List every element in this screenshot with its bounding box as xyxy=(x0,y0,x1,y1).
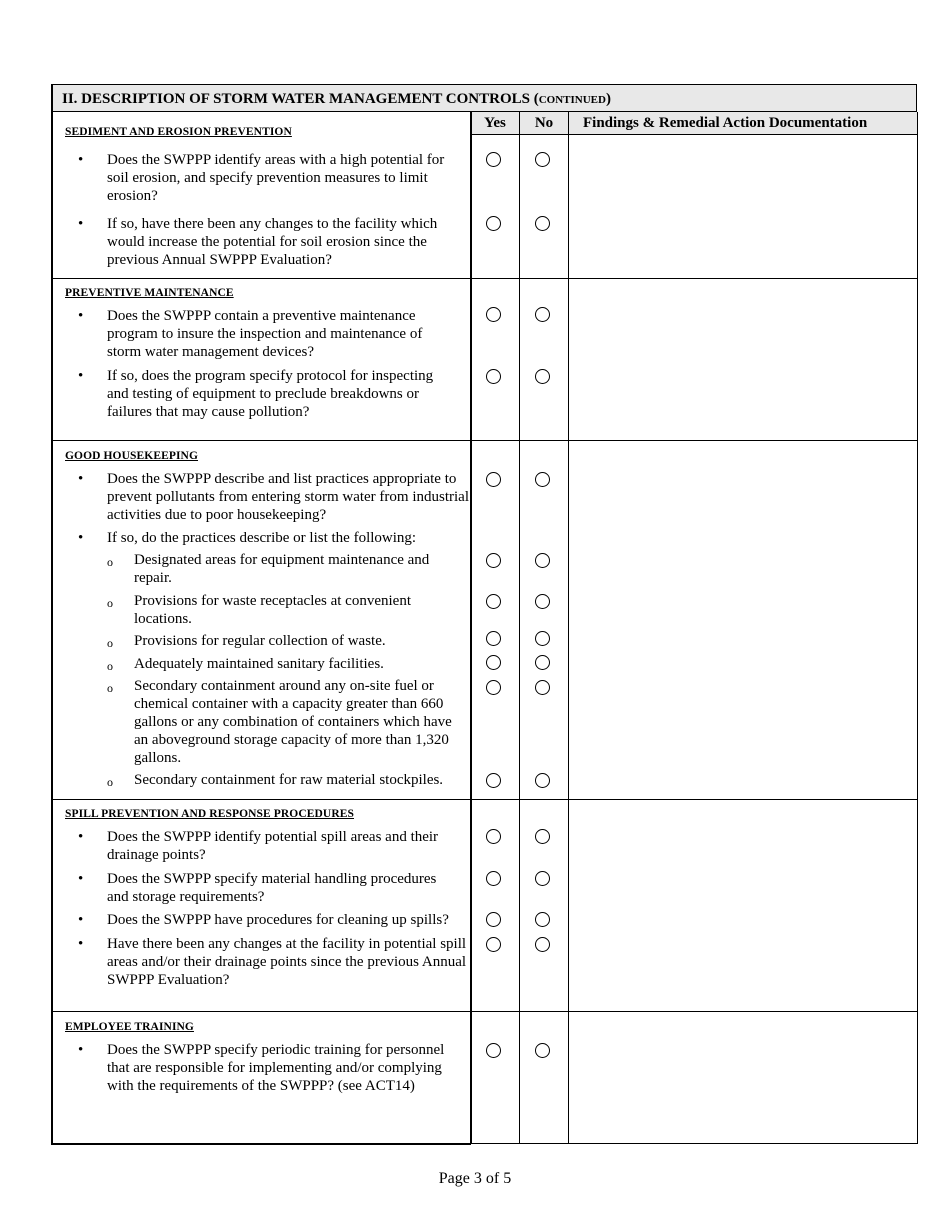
question-text: If so, does the program specify protocol for inspecting and testing of equipment to preclude breakdowns or failures that may cause pollution? xyxy=(107,368,434,420)
question-text: Does the SWPPP identify potential spill areas and their drainage points? xyxy=(107,829,439,863)
sub-bullet: o xyxy=(107,775,113,789)
question-text: Does the SWPPP specify periodic training for personnel that are responsible for implementing and/or complying with the requirements of the SWPPP? (see ACT14) xyxy=(107,1042,445,1094)
question-text: Does the SWPPP describe and list practices appropriate to prevent pollutants from entering storm water from industrial activities due to poor housekeeping? xyxy=(107,471,469,523)
question-text: Does the SWPPP identify areas with a high potential for soil erosion, and specify prevention measures to limit erosion? xyxy=(107,152,445,204)
yes-radio[interactable] xyxy=(486,655,501,670)
colhead-bottom-line xyxy=(471,134,918,135)
bullet: • xyxy=(78,530,84,546)
right-border xyxy=(917,112,918,1144)
no-radio[interactable] xyxy=(535,912,550,927)
bullet: • xyxy=(78,308,84,324)
section-title: GOOD HOUSEKEEPING xyxy=(65,450,199,462)
bullet: • xyxy=(78,829,84,845)
yes-radio[interactable] xyxy=(486,912,501,927)
question-text: Does the SWPPP specify material handling procedures and storage requirements? xyxy=(107,871,437,905)
yes-radio[interactable] xyxy=(486,369,501,384)
yes-radio[interactable] xyxy=(486,594,501,609)
col-yes-header: Yes xyxy=(471,112,519,135)
bullet: • xyxy=(78,871,84,887)
bullet: • xyxy=(78,368,84,384)
question-text: Secondary containment for raw material stockpiles. xyxy=(134,772,444,788)
question-text: Secondary containment around any on-site fuel or chemical container with a capacity greater than 660 gallons or any combination of containers which have an aboveground storage capacity of more than 1,320 gallons. xyxy=(134,678,452,766)
yes-radio[interactable] xyxy=(486,773,501,788)
question-text: Provisions for regular collection of waste. xyxy=(134,633,386,649)
col-findings-header: Findings & Remedial Action Documentation xyxy=(569,112,917,135)
bullet: • xyxy=(78,936,84,952)
sub-bullet: o xyxy=(107,659,113,673)
bullet: • xyxy=(78,912,84,928)
sub-bullet: o xyxy=(107,636,113,650)
no-radio[interactable] xyxy=(535,307,550,322)
section-title: SEDIMENT AND EROSION PREVENTION xyxy=(65,126,292,138)
yes-radio[interactable] xyxy=(486,216,501,231)
no-radio[interactable] xyxy=(535,216,550,231)
row-divider xyxy=(51,1011,918,1012)
yes-radio[interactable] xyxy=(486,871,501,886)
section-header: II. DESCRIPTION OF STORM WATER MANAGEMENT CONTROLS (CONTINUED) xyxy=(51,84,917,112)
question-text: Provisions for waste receptacles at convenient locations. xyxy=(134,593,411,627)
yes-radio[interactable] xyxy=(486,829,501,844)
yes-radio[interactable] xyxy=(486,307,501,322)
no-radio[interactable] xyxy=(535,937,550,952)
question-text: Does the SWPPP contain a preventive maintenance program to insure the inspection and maintenance of storm water management devices? xyxy=(107,308,423,360)
yes-radio[interactable] xyxy=(486,152,501,167)
page-number: Page 3 of 5 xyxy=(438,1170,512,1187)
sub-bullet: o xyxy=(107,681,113,695)
bottom-border-left xyxy=(51,1143,471,1145)
left-border xyxy=(51,84,53,1145)
bullet: • xyxy=(78,152,84,168)
bullet: • xyxy=(78,216,84,232)
no-radio[interactable] xyxy=(535,553,550,568)
yes-radio[interactable] xyxy=(486,937,501,952)
col-no-header: No xyxy=(520,112,568,135)
divider-question-yes xyxy=(470,112,472,1144)
no-radio[interactable] xyxy=(535,369,550,384)
yes-radio[interactable] xyxy=(486,1043,501,1058)
bullet: • xyxy=(78,1042,84,1058)
no-radio[interactable] xyxy=(535,472,550,487)
section-title: SPILL PREVENTION AND RESPONSE PROCEDURES xyxy=(65,808,355,820)
bottom-border-right xyxy=(471,1143,918,1144)
no-radio[interactable] xyxy=(535,655,550,670)
question-text: Adequately maintained sanitary facilities. xyxy=(134,656,384,672)
no-radio[interactable] xyxy=(535,631,550,646)
question-text: Designated areas for equipment maintenance and repair. xyxy=(134,552,430,586)
section-title: PREVENTIVE MAINTENANCE xyxy=(65,287,234,299)
no-radio[interactable] xyxy=(535,871,550,886)
sub-bullet: o xyxy=(107,555,113,569)
question-text: Does the SWPPP have procedures for cleaning up spills? xyxy=(107,912,449,928)
yes-radio[interactable] xyxy=(486,553,501,568)
divider-no-findings xyxy=(568,112,569,1144)
section-title: EMPLOYEE TRAINING xyxy=(65,1021,194,1033)
yes-radio[interactable] xyxy=(486,631,501,646)
bullet: • xyxy=(78,471,84,487)
question-text: If so, do the practices describe or list the following: xyxy=(107,530,417,546)
row-divider xyxy=(51,278,918,279)
no-radio[interactable] xyxy=(535,773,550,788)
evaluation-form xyxy=(51,84,918,1145)
no-radio[interactable] xyxy=(535,680,550,695)
divider-yes-no xyxy=(519,112,520,1144)
no-radio[interactable] xyxy=(535,594,550,609)
no-radio[interactable] xyxy=(535,1043,550,1058)
sub-bullet: o xyxy=(107,596,113,610)
yes-radio[interactable] xyxy=(486,472,501,487)
question-text: Have there been any changes at the facility in potential spill areas and/or their drainage points since the previous Annual SWPPP Evaluation? xyxy=(107,936,467,988)
row-divider xyxy=(51,440,918,441)
no-radio[interactable] xyxy=(535,152,550,167)
row-divider xyxy=(51,799,918,800)
no-radio[interactable] xyxy=(535,829,550,844)
yes-radio[interactable] xyxy=(486,680,501,695)
question-text: If so, have there been any changes to the facility which would increase the potential for soil erosion since the previous Annual SWPPP Evaluation? xyxy=(107,216,438,268)
